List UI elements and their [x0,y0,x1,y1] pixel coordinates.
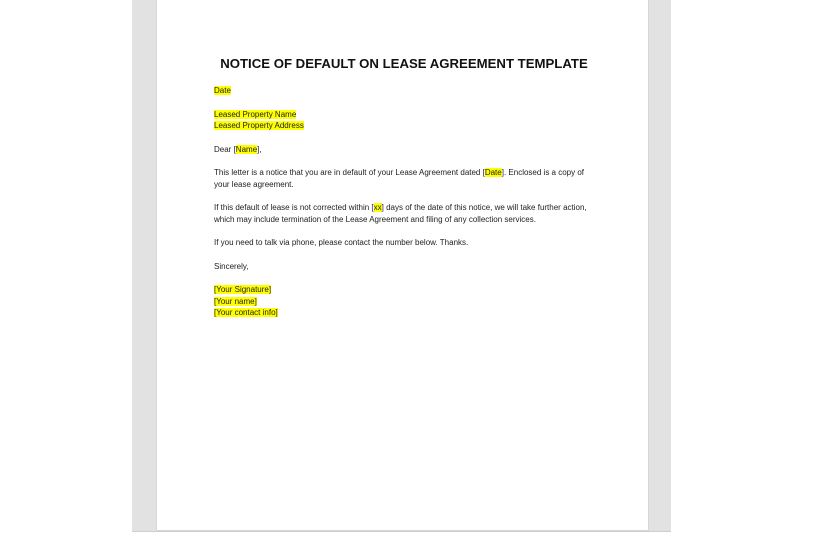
your-name-placeholder: [Your name] [214,296,257,306]
paragraph1-after: ]. Enclosed is a copy of your lease agreement. [214,168,584,189]
paragraph-contact: If you need to talk via phone, please contact the number below. Thanks. [214,238,469,247]
closing: Sincerely, [214,261,249,271]
salutation-suffix: ], [257,144,262,154]
salutation-prefix: Dear [ [214,144,236,154]
signature-block [214,284,594,319]
salutation [214,144,594,156]
document-page [156,0,649,531]
address-block [214,109,594,132]
days-placeholder: xx [373,203,382,212]
contact-info-placeholder: [Your contact info] [214,308,278,317]
signature-placeholder: [Your Signature] [214,285,272,294]
paragraph2-after: ] days of the date of this notice, we will take further action, which may include termination of the Lease Agreement and filing of any collection services. [214,203,587,224]
date-placeholder: Date [214,86,231,95]
property-address-placeholder: Leased Property Address [214,121,304,130]
document-title: NOTICE OF DEFAULT ON LEASE AGREEMENT TEMPLATE [220,56,588,71]
date-line [214,85,594,97]
document-content [214,55,594,319]
paragraph-default-notice [214,167,594,190]
lease-date-placeholder: Date [484,168,502,177]
property-name-placeholder: Leased Property Name [214,109,297,119]
paragraph2-before: If this default of lease is not corrected within [ [214,203,374,212]
paragraph1-before: This letter is a notice that you are in default of your Lease Agreement dated [ [214,168,485,177]
paragraph-cure-period [214,202,594,225]
name-placeholder: Name [235,144,258,154]
